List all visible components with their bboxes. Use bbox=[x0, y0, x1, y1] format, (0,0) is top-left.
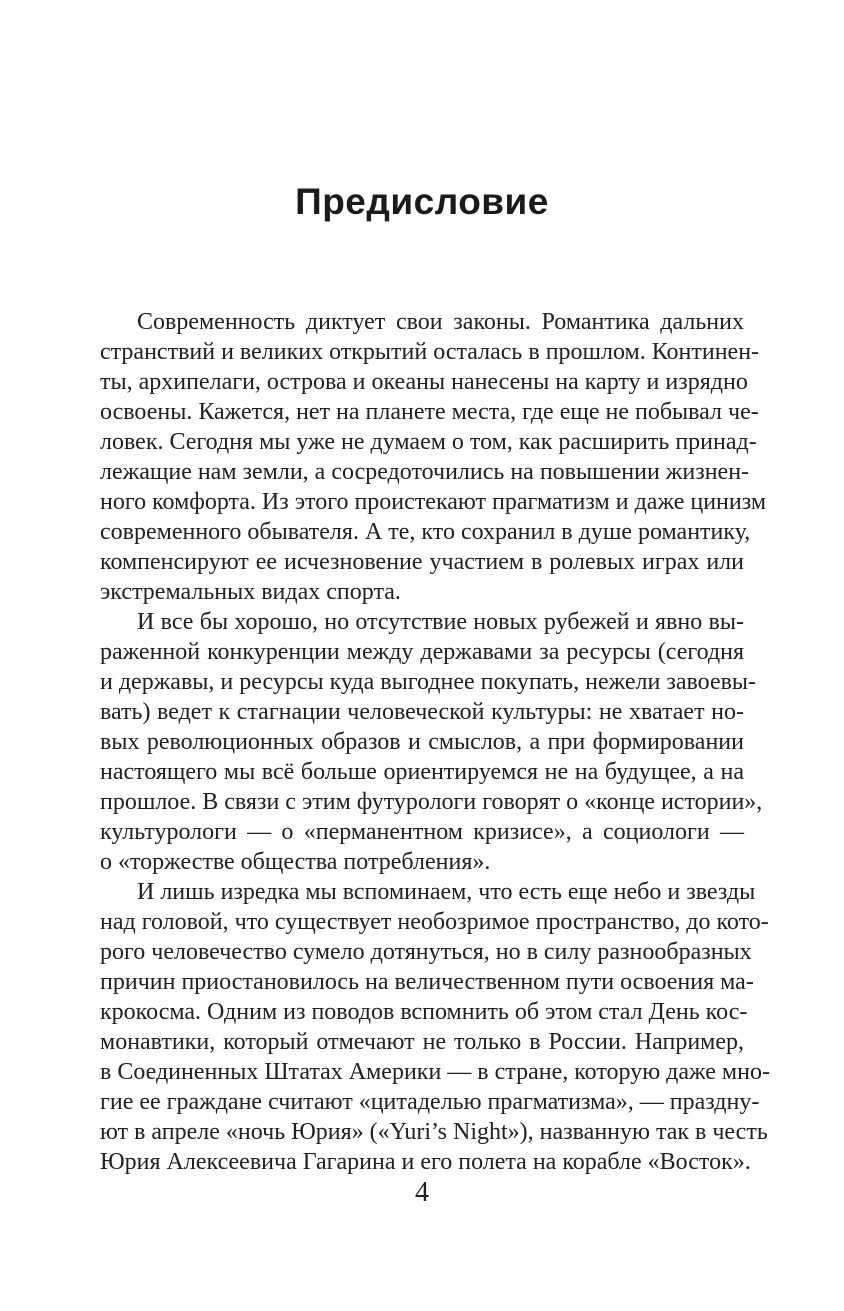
text-line: о «торжестве общества потребления». bbox=[100, 849, 491, 875]
page-title: Предисловие bbox=[295, 181, 549, 222]
text-line: компенсируют ее исчезновение участием в ролевых играх или bbox=[100, 549, 744, 575]
text-line: в Соединенных Штатах Америки — в стране, которую даже мно- bbox=[100, 1059, 770, 1085]
text-line: ного комфорта. Из этого проистекают прагматизм и даже цинизм bbox=[100, 489, 767, 515]
text-line: освоены. Кажется, нет на планете места, где еще не побывал че- bbox=[100, 399, 759, 425]
text-line: рого человечество сумело дотянуться, но в силу разнообразных bbox=[100, 939, 752, 965]
text-line: ют в апреле «ночь Юрия» («Yuri’s Night»), названную так в честь bbox=[100, 1119, 768, 1145]
body-text bbox=[100, 307, 770, 1177]
text-line: крокосма. Одним из поводов вспомнить об этом стал День кос- bbox=[100, 999, 748, 1025]
text-line: и державы, и ресурсы куда выгоднее покупать, нежели завоевы- bbox=[100, 669, 757, 695]
text-line: над головой, что существует необозримое пространство, до кото- bbox=[100, 909, 769, 935]
text-line: И лишь изредка мы вспоминаем, что есть еще небо и звезды bbox=[137, 879, 756, 905]
text-line: прошлое. В связи с этим футурологи говорят о «конце истории», bbox=[100, 789, 763, 815]
text-line: Юрия Алексеевича Гагарина и его полета на корабле «Восток». bbox=[100, 1149, 751, 1175]
text-line: современного обывателя. А те, кто сохранил в душе романтику, bbox=[100, 519, 751, 545]
text-line: раженной конкуренции между державами за ресурсы (сегодня bbox=[100, 639, 744, 665]
text-line: странствий и великих открытий осталась в прошлом. Континен- bbox=[100, 339, 760, 365]
text-line: гие ее граждане считают «цитаделью прагматизма», — праздну- bbox=[100, 1089, 760, 1115]
text-line: ловек. Сегодня мы уже не думаем о том, как расширить принад- bbox=[100, 429, 757, 455]
text-line: вать) ведет к стагнации человеческой культуры: не хватает но- bbox=[100, 699, 744, 725]
text-line: Современность диктует свои законы. Романтика дальних bbox=[137, 309, 744, 335]
text-line: ты, архипелаги, острова и океаны нанесены на карту и изрядно bbox=[100, 369, 748, 395]
text-line: настоящего мы всё больше ориентируемся не на будущее, а на bbox=[100, 759, 744, 785]
text-line: монавтики, который отмечают не только в России. Например, bbox=[100, 1029, 744, 1055]
text-line: лежащие нам земли, а сосредоточились на повышении жизнен- bbox=[100, 459, 750, 485]
text-line: причин приостановилось на величественном пути освоения ма- bbox=[100, 969, 754, 995]
text-line: экстремальных видах спорта. bbox=[100, 579, 401, 605]
page-number: 4 bbox=[415, 1177, 429, 1208]
text-line: культурологи — о «перманентном кризисе», а социологи — bbox=[100, 819, 744, 845]
text-line: И все бы хорошо, но отсутствие новых рубежей и явно вы- bbox=[137, 609, 744, 635]
text-line: вых революционных образов и смыслов, а при формировании bbox=[100, 729, 744, 755]
